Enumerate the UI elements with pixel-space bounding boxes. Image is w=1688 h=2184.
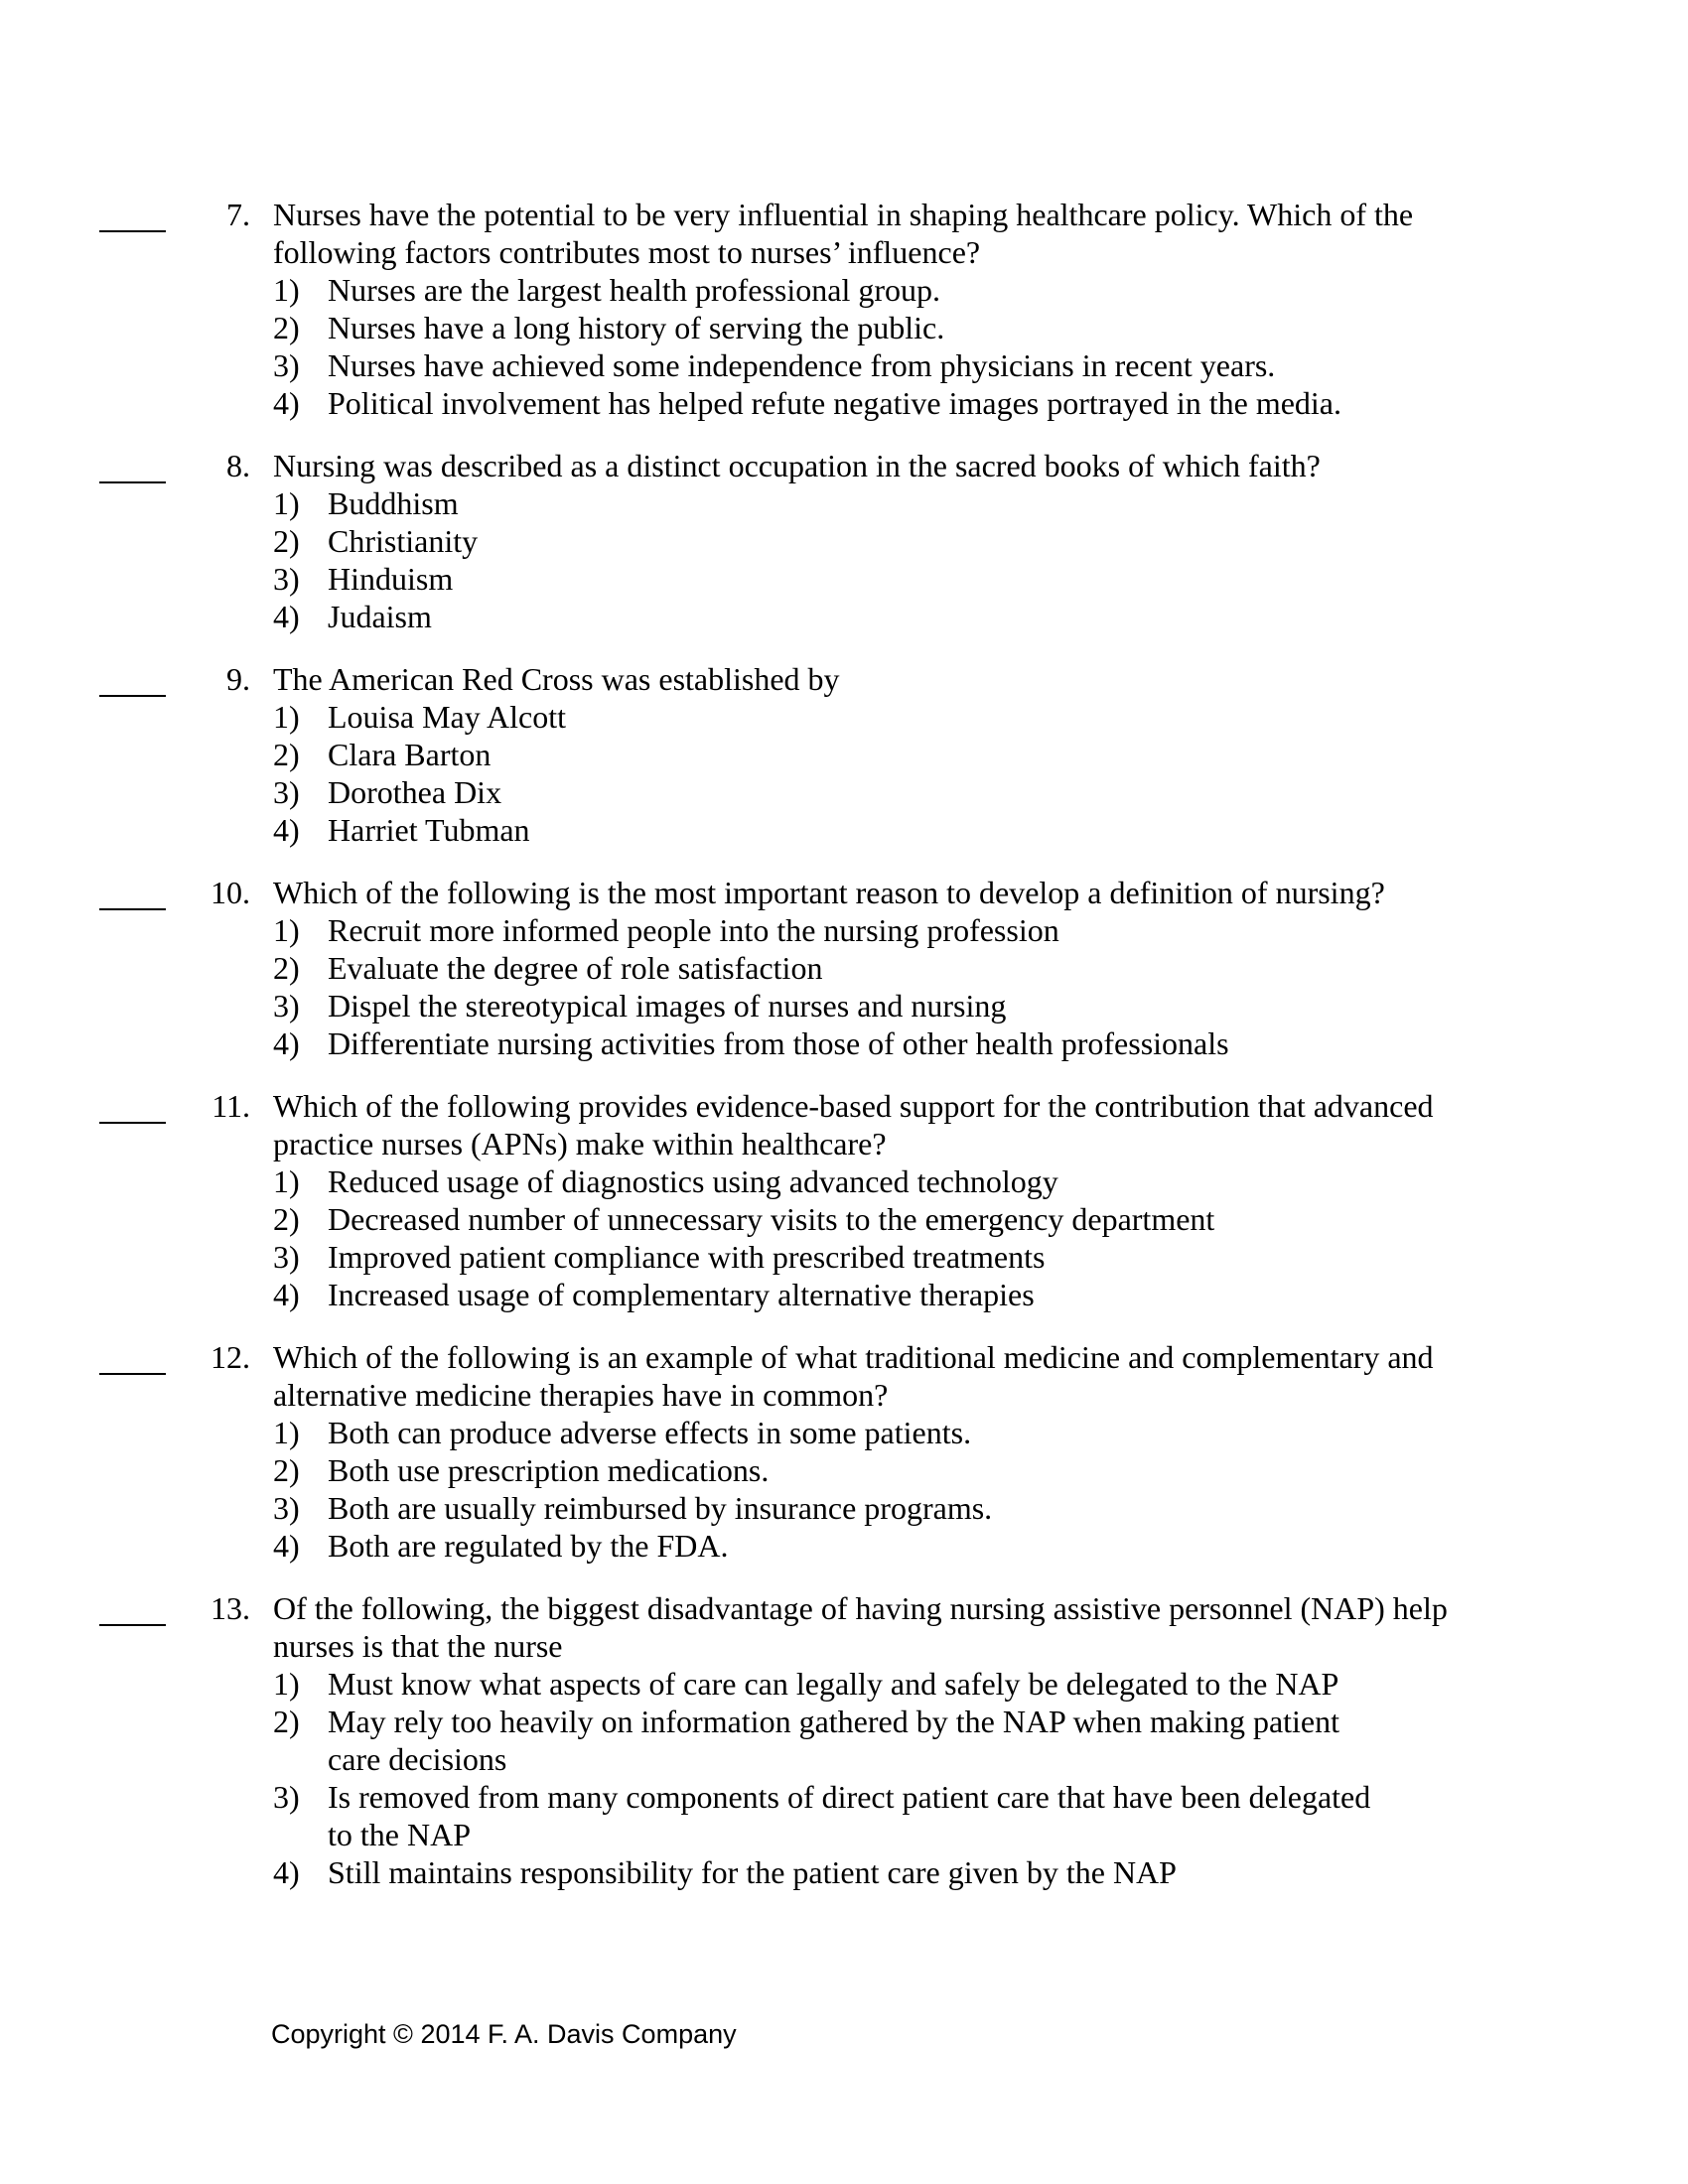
option-text — [328, 271, 1420, 309]
option-text-line: Recruit more informed people into the nursing profession — [328, 912, 1059, 948]
option-text — [328, 598, 1420, 635]
answer-options — [273, 271, 1688, 422]
question-number: 8. — [226, 448, 250, 483]
option-text-line: Harriet Tubman — [328, 812, 530, 848]
option-number: 2) — [273, 310, 300, 345]
option-number: 3) — [273, 774, 300, 810]
question-item — [0, 874, 1688, 1062]
question-stem — [273, 196, 1494, 271]
option-text — [328, 1527, 1420, 1565]
option-text-line: Political involvement has helped refute negative images portrayed in the media. — [328, 385, 1341, 421]
question-item — [0, 1087, 1688, 1313]
option-text-line: Still maintains responsibility for the patient care given by the NAP — [328, 1854, 1177, 1890]
question-number: 7. — [226, 197, 250, 232]
option-text-line: Must know what aspects of care can legally and safely be delegated to the NAP — [328, 1666, 1339, 1702]
question-item — [0, 447, 1688, 635]
option-text — [328, 484, 1420, 522]
option-number: 3) — [273, 988, 300, 1024]
option-text — [328, 1665, 1420, 1703]
question-stem — [273, 660, 1494, 698]
option-text-line: Both use prescription medications. — [328, 1452, 770, 1488]
option-text — [328, 911, 1420, 949]
option-text-line: Reduced usage of diagnostics using advanced technology — [328, 1163, 1058, 1199]
answer-options — [273, 1665, 1688, 1891]
question-stem-line: Which of the following provides evidence-based support for the contribution that advanced — [273, 1088, 1434, 1124]
option-text — [328, 1451, 1420, 1489]
option-text-line: Louisa May Alcott — [328, 699, 566, 735]
answer-option — [273, 598, 1688, 635]
option-text — [328, 1414, 1420, 1451]
option-text — [328, 560, 1420, 598]
option-text-line: Is removed from many components of direct patient care that have been delegated — [328, 1779, 1371, 1815]
option-text-line: Both can produce adverse effects in some patients. — [328, 1415, 972, 1450]
question-stem-line: Nursing was described as a distinct occupation in the sacred books of which faith? — [273, 448, 1321, 483]
option-text-line: Differentiate nursing activities from those of other health professionals — [328, 1025, 1229, 1061]
option-text-line: Nurses have achieved some independence from physicians in recent years. — [328, 347, 1276, 383]
option-text-line: Improved patient compliance with prescribed treatments — [328, 1239, 1046, 1275]
answer-option — [273, 773, 1688, 811]
question-number: 13. — [211, 1590, 250, 1626]
option-number: 4) — [273, 599, 300, 634]
option-number: 1) — [273, 912, 300, 948]
option-text — [328, 522, 1420, 560]
option-number: 3) — [273, 1779, 300, 1815]
answer-option — [273, 1024, 1688, 1062]
option-text — [328, 736, 1420, 773]
option-text-line: May rely too heavily on information gathered by the NAP when making patient — [328, 1704, 1340, 1739]
option-text-line: Nurses are the largest health professional group. — [328, 272, 940, 308]
answer-option — [273, 1276, 1688, 1313]
question-stem-line: nurses is that the nurse — [273, 1628, 563, 1664]
answer-options — [273, 911, 1688, 1062]
option-text-line: Both are usually reimbursed by insurance programs. — [328, 1490, 993, 1526]
option-text — [328, 1024, 1420, 1062]
option-text-line: Both are regulated by the FDA. — [328, 1528, 729, 1564]
option-text-line: Dorothea Dix — [328, 774, 502, 810]
option-number: 4) — [273, 1277, 300, 1312]
option-text-line: Decreased number of unnecessary visits to the emergency department — [328, 1201, 1215, 1237]
answer-option — [273, 736, 1688, 773]
option-number: 3) — [273, 347, 300, 383]
answer-option — [273, 346, 1688, 384]
option-number: 2) — [273, 1201, 300, 1237]
question-item — [0, 660, 1688, 849]
option-number: 2) — [273, 1452, 300, 1488]
option-number: 1) — [273, 485, 300, 521]
answer-blank-line[interactable] — [99, 908, 166, 910]
question-stem — [273, 874, 1494, 911]
option-number: 4) — [273, 1025, 300, 1061]
option-number: 4) — [273, 385, 300, 421]
option-text — [328, 1853, 1420, 1891]
answer-option — [273, 1414, 1688, 1451]
copyright-footer: Copyright © 2014 F. A. Davis Company — [271, 2019, 737, 2049]
question-list — [0, 196, 1688, 1916]
option-number: 3) — [273, 1490, 300, 1526]
option-text — [328, 1703, 1420, 1778]
answer-option — [273, 484, 1688, 522]
answer-option — [273, 1489, 1688, 1527]
answer-option — [273, 911, 1688, 949]
option-text-line: Nurses have a long history of serving the public. — [328, 310, 945, 345]
option-text-line: Christianity — [328, 523, 479, 559]
answer-option — [273, 698, 1688, 736]
question-stem — [273, 447, 1494, 484]
option-number: 3) — [273, 1239, 300, 1275]
option-text-line: Clara Barton — [328, 737, 492, 772]
question-number: 11. — [211, 1088, 250, 1124]
question-stem-line: Which of the following is an example of what traditional medicine and complementary and — [273, 1339, 1434, 1375]
option-number: 1) — [273, 272, 300, 308]
option-text-line: Judaism — [328, 599, 432, 634]
answer-options — [273, 1162, 1688, 1313]
option-number: 1) — [273, 1163, 300, 1199]
option-text — [328, 773, 1420, 811]
question-item — [0, 196, 1688, 422]
answer-option — [273, 811, 1688, 849]
answer-option — [273, 1200, 1688, 1238]
answer-options — [273, 698, 1688, 849]
answer-blank-line[interactable] — [99, 1122, 166, 1124]
option-number: 3) — [273, 561, 300, 597]
answer-option — [273, 1238, 1688, 1276]
answer-blank-line[interactable] — [99, 1373, 166, 1375]
option-number: 4) — [273, 812, 300, 848]
option-text — [328, 384, 1420, 422]
option-number: 2) — [273, 523, 300, 559]
question-stem — [273, 1338, 1494, 1414]
option-text — [328, 811, 1420, 849]
option-number: 4) — [273, 1854, 300, 1890]
answer-option — [273, 309, 1688, 346]
option-text-line: Buddhism — [328, 485, 459, 521]
answer-options — [273, 484, 1688, 635]
answer-option — [273, 1778, 1688, 1853]
answer-options — [273, 1414, 1688, 1565]
question-stem-line: The American Red Cross was established by — [273, 661, 840, 697]
option-number: 1) — [273, 699, 300, 735]
answer-option — [273, 1853, 1688, 1891]
question-number: 12. — [211, 1339, 250, 1375]
question-item — [0, 1338, 1688, 1565]
question-number: 10. — [211, 875, 250, 910]
question-item — [0, 1589, 1688, 1891]
option-text — [328, 949, 1420, 987]
question-stem-line: alternative medicine therapies have in common? — [273, 1377, 889, 1413]
answer-option — [273, 1665, 1688, 1703]
option-number: 4) — [273, 1528, 300, 1564]
question-stem-line: practice nurses (APNs) make within healthcare? — [273, 1126, 887, 1161]
option-text — [328, 1778, 1420, 1853]
question-stem — [273, 1589, 1494, 1665]
answer-blank-line[interactable] — [99, 481, 166, 483]
answer-option — [273, 384, 1688, 422]
option-number: 2) — [273, 737, 300, 772]
question-stem-line: Nurses have the potential to be very influential in shaping healthcare policy. Which of the — [273, 197, 1414, 232]
option-number: 1) — [273, 1666, 300, 1702]
option-text — [328, 1238, 1420, 1276]
option-text — [328, 346, 1420, 384]
option-text — [328, 1276, 1420, 1313]
answer-blank-line[interactable] — [99, 695, 166, 697]
option-text-line: to the NAP — [328, 1817, 471, 1852]
answer-blank-line[interactable] — [99, 230, 166, 232]
answer-option — [273, 1451, 1688, 1489]
question-stem-line: Of the following, the biggest disadvantage of having nursing assistive personnel (NAP) help — [273, 1590, 1448, 1626]
option-number: 2) — [273, 950, 300, 986]
option-text — [328, 1162, 1420, 1200]
question-stem-line: following factors contributes most to nurses’ influence? — [273, 234, 981, 270]
question-stem-line: Which of the following is the most important reason to develop a definition of nursing? — [273, 875, 1385, 910]
answer-blank-line[interactable] — [99, 1624, 166, 1626]
option-text-line: Dispel the stereotypical images of nurses and nursing — [328, 988, 1007, 1024]
answer-option — [273, 1703, 1688, 1778]
option-text-line: care decisions — [328, 1741, 507, 1777]
answer-option — [273, 560, 1688, 598]
option-number: 1) — [273, 1415, 300, 1450]
answer-option — [273, 522, 1688, 560]
question-number: 9. — [226, 661, 250, 697]
option-text — [328, 1200, 1420, 1238]
option-text — [328, 987, 1420, 1024]
option-text — [328, 698, 1420, 736]
answer-option — [273, 949, 1688, 987]
option-text — [328, 1489, 1420, 1527]
option-text-line: Increased usage of complementary alternative therapies — [328, 1277, 1035, 1312]
option-text-line: Hinduism — [328, 561, 454, 597]
option-number: 2) — [273, 1704, 300, 1739]
answer-option — [273, 1162, 1688, 1200]
option-text — [328, 309, 1420, 346]
question-stem — [273, 1087, 1494, 1162]
answer-option — [273, 1527, 1688, 1565]
answer-option — [273, 271, 1688, 309]
option-text-line: Evaluate the degree of role satisfaction — [328, 950, 823, 986]
answer-option — [273, 987, 1688, 1024]
